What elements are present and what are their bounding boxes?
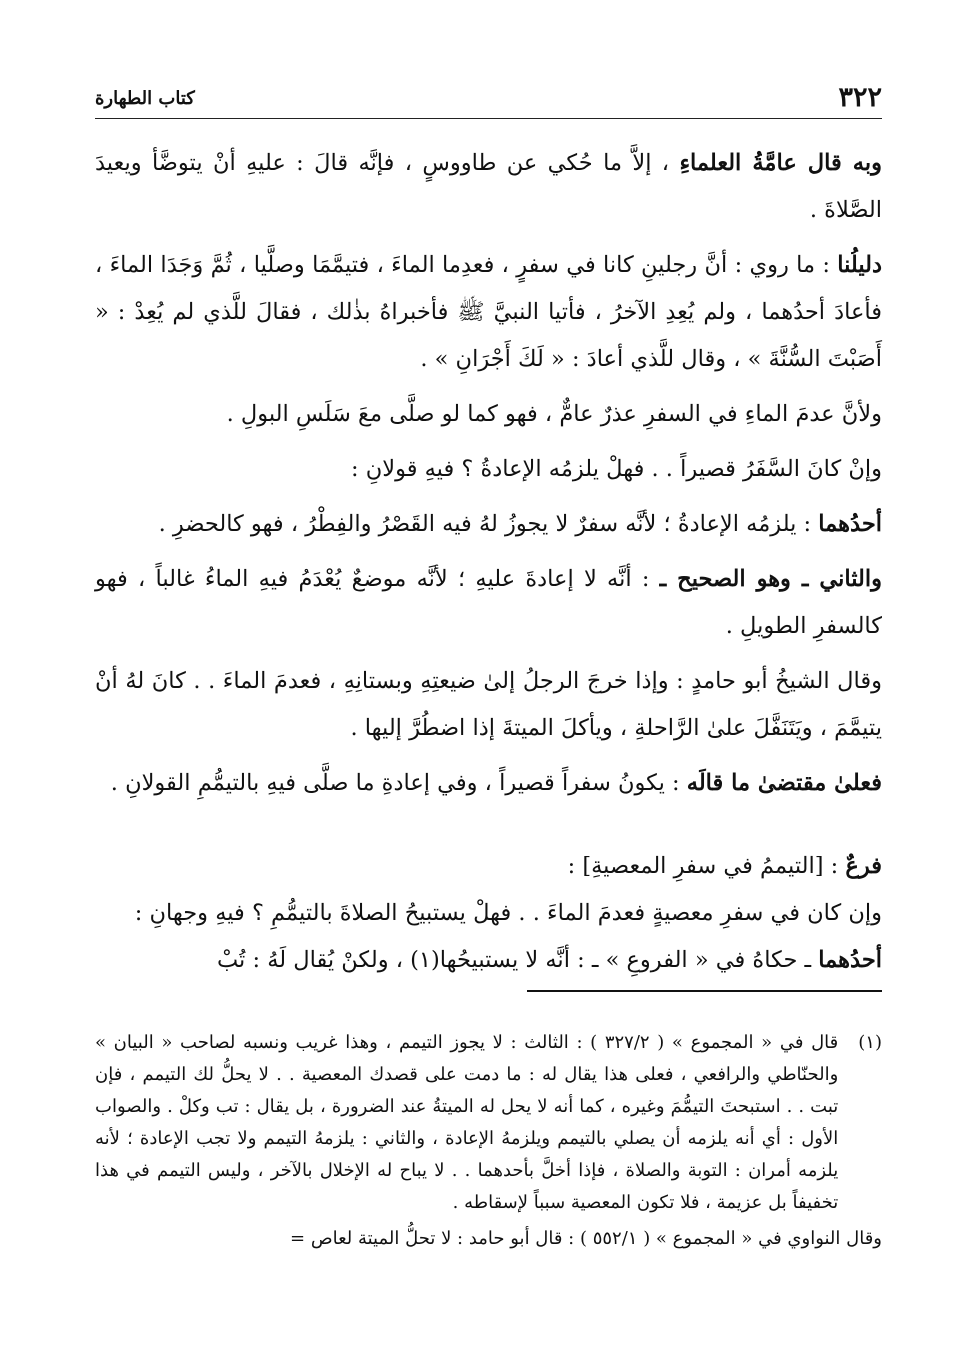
page-number: ٣٢٢ [838, 82, 882, 113]
paragraph-lead: أحدُهما [818, 511, 882, 537]
footnote-divider [527, 990, 882, 992]
paragraph-text: ولأنَّ عدمَ الماءِ في السفرِ عذرٌ عامٌّ ، فهو كما لو صلَّى معَ سَلَسِ البولِ . [226, 401, 882, 427]
paragraph [95, 556, 882, 650]
paragraph-text: : أنَّه لا إعادةَ عليهِ ؛ لأنَّه موضعٌ يُعْدَمُ فيهِ الماءُ غالباً ، فهو كالسفرِ الطويلِ . [95, 566, 882, 639]
paragraph-lead: أحدُهما [818, 947, 882, 973]
paragraph [95, 890, 882, 937]
paragraph [95, 140, 882, 234]
footnote [95, 1027, 882, 1219]
book-title: كتاب الطهارة [95, 88, 195, 109]
paragraph [95, 937, 882, 984]
paragraph-text: : يكونُ سفراً قصيراً ، وفي إعادةِ ما صلَّى فيهِ بالتيمُّمِ القولانِ . [110, 770, 687, 796]
paragraph-lead: فرعٌ [845, 853, 882, 879]
main-text [95, 140, 882, 984]
paragraph [95, 391, 882, 438]
footnote-number: (١) [858, 1032, 882, 1053]
footnote-text: قال في « المجموع » ( ٣٢٧/٢ ) : الثالث : لا يجوز التيمم ، وهذا غريب ونسبه لصاحب « البيان » والحنّاطي والرافعي ، فعلى هذا يقال له : ما دمت على قصدك المعصية . . لا يحلُّ لك التيمم ، فإن تبت . . استبحتَ التيمُّمَ وغيره ، كما أنه لا يحل له الميتةُ عند الضرورة ، بل يقال : تب وكلْ . والصواب الأول : أي أنه يلزمه أن يصلي بالتيمم ويلزمهُ الإعادة ، والثاني : يلزمهُ التيمم ولا تجب الإعادة ؛ لأنه يلزمه أمران : التوبة والصلاة ، فإذا أخلَّ بأحدهما . . لا يباح له الإخلال بالآخر ، وليس التيمم في هذا تخفيفاً بل عزيمة ، فلا تكون المعصية سبباً لإسقاطه . [95, 1032, 839, 1213]
footnotes [95, 1027, 882, 1255]
paragraph-lead: والثاني ـ وهو الصحيح ـ [659, 566, 882, 592]
paragraph-lead: فعلىٰ مقتضىٰ ما قالَه [686, 770, 882, 796]
paragraph [95, 501, 882, 548]
paragraph-lead: وبه قال عامَّةُ العلماءِ [679, 150, 882, 176]
paragraph [95, 446, 882, 493]
paragraph-lead: دليلُنا [837, 252, 882, 278]
paragraph [95, 242, 882, 383]
paragraph [95, 760, 882, 807]
paragraph-text: : يلزمُه الإعادةُ ؛ لأنَّه سفرٌ لا يجوزُ لهُ فيه القَصْرُ والفِطْرُ ، فهو كالحضرِ . [158, 511, 819, 537]
paragraph-text: : ما روي : أنَّ رجلينِ كانا في سفرٍ ، فعدِما الماءَ ، فتيمَّمَا وصلَّيا ، ثُمَّ وَجَدَا الماءَ ، فأعادَ أحدُهما ، ولم يُعِدِ الآخرُ ، فأتيا النبيَّ ﷺ فأخبراهُ بذٰلك ، فقالَ للَّذي لم يُعِدْ : « أَصَبْتَ السُّنَّةَ » ، وقال للَّذي أعادَ : « لَكَ أَجْرَانِ » . [95, 252, 882, 372]
paragraph-text: وإنْ كانَ السَّفَرُ قصيراً . . فهلْ يلزمُه الإعادةُ ؟ فيهِ قولانِ : [350, 456, 882, 482]
paragraph-text: وإن كان في سفرِ معصيةٍ فعدمَ الماءَ . . فهلْ يستبيحُ الصلاةَ بالتيمُّمِ ؟ فيهِ وجهانِ : [134, 900, 882, 926]
section-heading [95, 843, 882, 890]
footnote-continuation: وقال النواوي في « المجموع » ( ٥٥٢/١ ) : قال أبو حامد : لا تحلُّ الميتة لعاص = [290, 1228, 882, 1249]
paragraph-text: ـ حكاهُ في « الفروعِ » ـ : أنَّه لا يستبيحُها(١) ، ولكنْ يُقال لَهُ : تُبْ [216, 947, 819, 973]
page-header [95, 82, 882, 119]
paragraph-text: وقال الشيخُ أبو حامدٍ : وإذا خرجَ الرجلُ إلىٰ ضيعتِهِ وبستانِهِ ، فعدمَ الماءَ . . كانَ لهُ أنْ يتيمَّمَ ، ويَتَنَفَّلَ علىٰ الرَّاحلةِ ، ويأكلَ الميتةَ إذا اضطُرَّ إليها . [95, 668, 882, 741]
paragraph [95, 658, 882, 752]
paragraph-text: : [التيممُ في سفرِ المعصيةِ] : [567, 853, 846, 879]
paragraph-text: ، إلاَّ ما حُكي عن طاووسٍ ، فإنَّه قالَ : عليهِ أنْ يتوضَّأ ويعيدَ الصَّلاةَ . [95, 150, 882, 223]
